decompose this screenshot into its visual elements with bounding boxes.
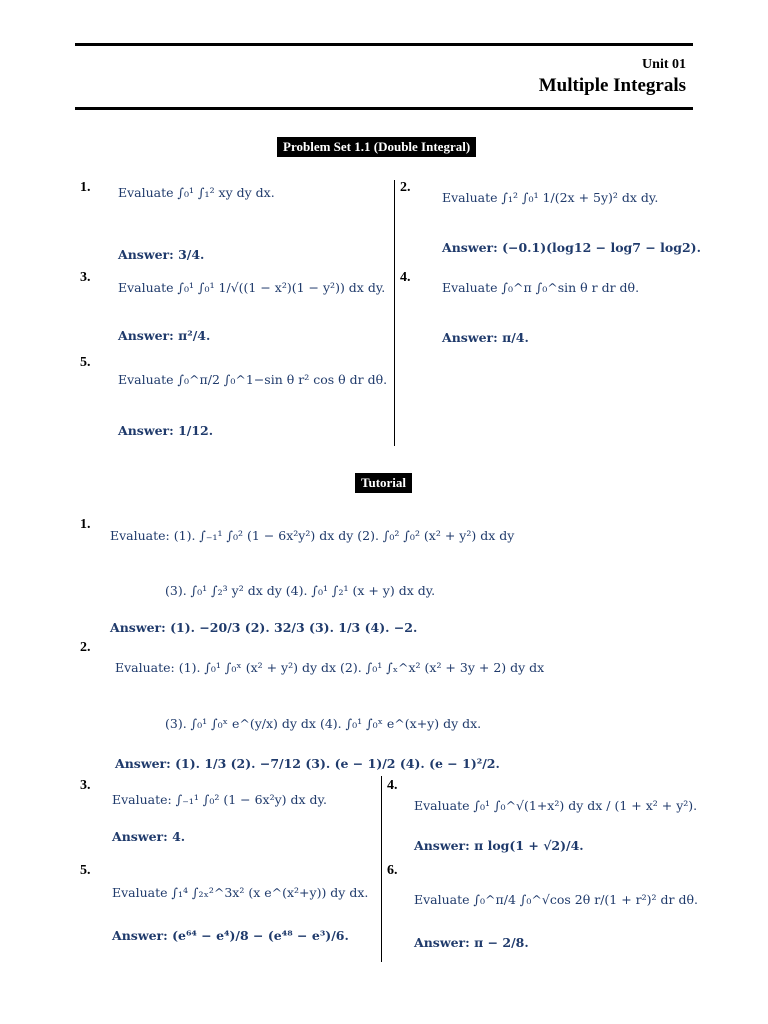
tut-6-number: 6. — [387, 863, 398, 878]
ps-3-question: Evaluate ∫₀¹ ∫₀¹ 1/√((1 − x²)(1 − y²)) dx dy. — [118, 280, 386, 295]
tut-2-number: 2. — [80, 640, 91, 655]
ps-1-number: 1. — [80, 180, 91, 195]
tutorial-divider — [381, 776, 382, 962]
ps-5-answer: Answer: 1/12. — [118, 423, 214, 438]
header-rule — [75, 107, 693, 110]
ps-1-answer: Answer: 3/4. — [118, 247, 205, 262]
ps-2-number: 2. — [400, 180, 411, 195]
ps-5-number: 5. — [80, 355, 91, 370]
ps-4-question: Evaluate ∫₀^π ∫₀^sin θ r dr dθ. — [442, 280, 640, 295]
tut-5-number: 5. — [80, 863, 91, 878]
tut-4-question: Evaluate ∫₀¹ ∫₀^√(1+x²) dy dx / (1 + x² + y²). — [414, 798, 698, 813]
tut-6-answer: Answer: π − 2/8. — [414, 935, 529, 950]
tut-1-number: 1. — [80, 517, 91, 532]
tut-2-line2: (3). ∫₀¹ ∫₀ˣ e^(y/x) dy dx (4). ∫₀¹ ∫₀ˣ e^(x+y) dy dx. — [165, 716, 482, 731]
tut-5-question: Evaluate ∫₁⁴ ∫₂ₓ²^3x² (x e^(x²+y)) dy dx. — [112, 885, 369, 900]
tut-1-line2: (3). ∫₀¹ ∫₂³ y² dx dy (4). ∫₀¹ ∫₂¹ (x + y) dx dy. — [165, 583, 436, 598]
tut-2-line1: Evaluate: (1). ∫₀¹ ∫₀ˣ (x² + y²) dy dx (2). ∫₀¹ ∫ₓ^x² (x² + 3y + 2) dy dx — [115, 660, 545, 675]
tut-3-answer: Answer: 4. — [112, 829, 186, 844]
tut-1-answer: Answer: (1). −20/3 (2). 32/3 (3). 1/3 (4). −2. — [110, 620, 418, 635]
tut-3-question: Evaluate: ∫₋₁¹ ∫₀² (1 − 6x²y) dx dy. — [112, 792, 327, 807]
page-title: Multiple Integrals — [538, 75, 686, 96]
tutorial-heading: Tutorial — [355, 473, 412, 493]
ps-3-number: 3. — [80, 270, 91, 285]
tut-1-line1: Evaluate: (1). ∫₋₁¹ ∫₀² (1 − 6x²y²) dx dy (2). ∫₀² ∫₀² (x² + y²) dx dy — [110, 528, 515, 543]
ps-5-question: Evaluate ∫₀^π/2 ∫₀^1−sin θ r² cos θ dr dθ. — [118, 372, 388, 387]
problem-set-divider — [394, 180, 395, 446]
tut-4-number: 4. — [387, 778, 398, 793]
problem-set-heading: Problem Set 1.1 (Double Integral) — [277, 137, 476, 157]
ps-4-number: 4. — [400, 270, 411, 285]
ps-1-question: Evaluate ∫₀¹ ∫₁² xy dy dx. — [118, 185, 275, 200]
top-rule — [75, 43, 693, 46]
ps-2-question: Evaluate ∫₁² ∫₀¹ 1/(2x + 5y)² dx dy. — [442, 190, 659, 205]
ps-4-answer: Answer: π/4. — [442, 330, 529, 345]
tut-4-answer: Answer: π log(1 + √2)/4. — [414, 838, 584, 853]
tut-5-answer: Answer: (e⁶⁴ − e⁴)/8 − (e⁴⁸ − e³)/6. — [112, 928, 349, 943]
tut-3-number: 3. — [80, 778, 91, 793]
ps-3-answer: Answer: π²/4. — [118, 328, 211, 343]
ps-2-answer: Answer: (−0.1)(log12 − log7 − log2). — [442, 240, 701, 255]
unit-label: Unit 01 — [642, 57, 686, 72]
tut-6-question: Evaluate ∫₀^π/4 ∫₀^√cos 2θ r/(1 + r²)² dr dθ. — [414, 892, 698, 907]
tut-2-answer: Answer: (1). 1/3 (2). −7/12 (3). (e − 1)/2 (4). (e − 1)²/2. — [115, 756, 500, 771]
